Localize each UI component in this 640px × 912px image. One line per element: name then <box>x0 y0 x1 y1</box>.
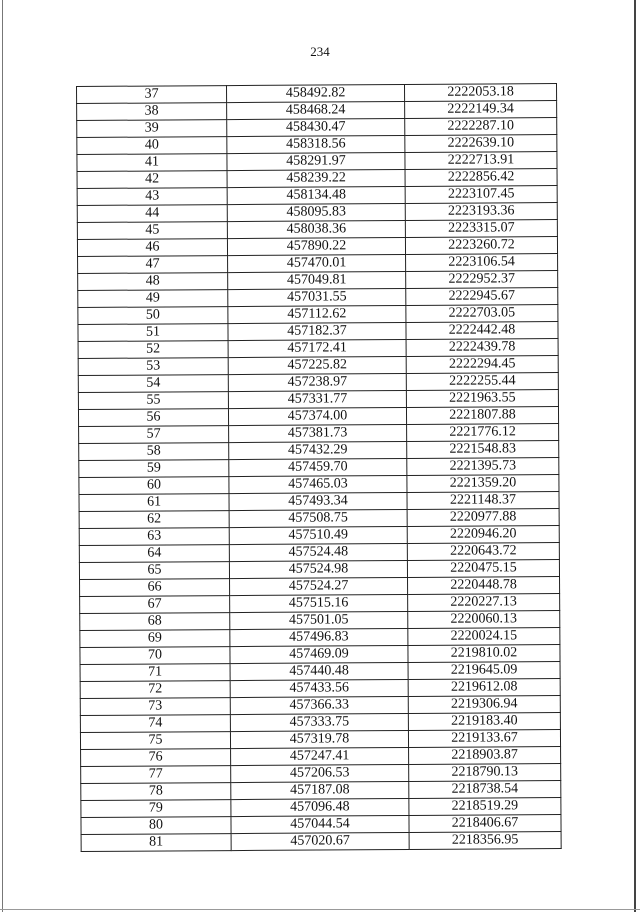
table-row <box>81 764 561 784</box>
point-number-cell: 53 <box>78 358 228 376</box>
point-number-cell: 41 <box>77 154 227 172</box>
table-row <box>80 577 560 597</box>
y-coordinate-cell: 2219645.09 <box>408 662 560 680</box>
x-coordinate-cell: 457890.22 <box>227 237 405 255</box>
y-coordinate-cell: 2223193.36 <box>405 203 557 221</box>
x-coordinate-cell: 457182.37 <box>228 322 406 340</box>
y-coordinate-cell: 2220977.88 <box>407 509 559 527</box>
y-coordinate-cell: 2222952.37 <box>406 271 558 289</box>
y-coordinate-cell: 2222703.05 <box>406 305 558 323</box>
x-coordinate-cell: 457510.49 <box>229 526 407 544</box>
y-coordinate-cell: 2219306.94 <box>408 696 560 714</box>
point-number-cell: 39 <box>77 120 227 138</box>
x-coordinate-cell: 457496.83 <box>230 628 408 646</box>
x-coordinate-cell: 458134.48 <box>227 186 405 204</box>
x-coordinate-cell: 457515.16 <box>230 594 408 612</box>
x-coordinate-cell: 458492.82 <box>227 84 405 102</box>
y-coordinate-cell: 2221148.37 <box>407 492 559 510</box>
point-number-cell: 37 <box>77 86 227 104</box>
point-number-cell: 67 <box>80 596 230 614</box>
table-row <box>79 492 559 512</box>
table-row <box>79 475 559 495</box>
y-coordinate-cell: 2223106.54 <box>406 254 558 272</box>
point-number-cell: 65 <box>79 562 229 580</box>
point-number-cell: 75 <box>80 732 230 750</box>
x-coordinate-cell: 457247.41 <box>231 747 409 765</box>
point-number-cell: 81 <box>81 834 231 852</box>
x-coordinate-cell: 457172.41 <box>228 339 406 357</box>
x-coordinate-cell: 457508.75 <box>229 509 407 527</box>
y-coordinate-cell: 2223260.72 <box>405 237 557 255</box>
x-coordinate-cell: 457319.78 <box>230 730 408 748</box>
point-number-cell: 73 <box>80 698 230 716</box>
point-number-cell: 62 <box>79 511 229 529</box>
x-coordinate-cell: 457044.54 <box>231 815 409 833</box>
x-coordinate-cell: 458318.56 <box>227 135 405 153</box>
x-coordinate-cell: 457381.73 <box>229 424 407 442</box>
x-coordinate-cell: 458430.47 <box>227 118 405 136</box>
x-coordinate-cell: 458468.24 <box>227 101 405 119</box>
table-row <box>80 662 560 682</box>
y-coordinate-cell: 2221548.83 <box>407 441 559 459</box>
point-number-cell: 38 <box>77 103 227 121</box>
point-number-cell: 47 <box>78 256 228 274</box>
table-row <box>79 458 559 478</box>
y-coordinate-cell: 2220060.13 <box>408 611 560 629</box>
x-coordinate-cell: 457440.48 <box>230 662 408 680</box>
point-number-cell: 42 <box>77 171 227 189</box>
x-coordinate-cell: 457096.48 <box>231 798 409 816</box>
x-coordinate-cell: 457020.67 <box>231 832 409 850</box>
x-coordinate-cell: 457206.53 <box>231 764 409 782</box>
table-row <box>81 815 561 835</box>
x-coordinate-cell: 457501.05 <box>230 611 408 629</box>
y-coordinate-cell: 2221359.20 <box>407 475 559 493</box>
table-row <box>80 696 560 716</box>
scan-left-edge <box>2 0 3 912</box>
x-coordinate-cell: 457469.09 <box>230 645 408 663</box>
y-coordinate-cell: 2219183.40 <box>408 713 560 731</box>
x-coordinate-cell: 458291.97 <box>227 152 405 170</box>
x-coordinate-cell: 457524.98 <box>229 560 407 578</box>
y-coordinate-cell: 2222439.78 <box>406 339 558 357</box>
coordinates-table-container <box>76 86 556 852</box>
point-number-cell: 61 <box>79 494 229 512</box>
point-number-cell: 43 <box>77 188 227 206</box>
coordinates-table-body <box>77 84 562 852</box>
y-coordinate-cell: 2223315.07 <box>405 220 557 238</box>
table-row <box>80 645 560 665</box>
x-coordinate-cell: 457225.82 <box>228 356 406 374</box>
table-row <box>79 526 559 546</box>
y-coordinate-cell: 2218790.13 <box>409 764 561 782</box>
y-coordinate-cell: 2222053.18 <box>404 84 556 102</box>
x-coordinate-cell: 457524.48 <box>229 543 407 561</box>
table-row <box>79 509 559 529</box>
point-number-cell: 70 <box>80 647 230 665</box>
y-coordinate-cell: 2222287.10 <box>405 118 557 136</box>
x-coordinate-cell: 458095.83 <box>227 203 405 221</box>
point-number-cell: 50 <box>78 307 228 325</box>
y-coordinate-cell: 2222255.44 <box>406 373 558 391</box>
y-coordinate-cell: 2222639.10 <box>405 135 557 153</box>
point-number-cell: 60 <box>79 477 229 495</box>
point-number-cell: 64 <box>79 545 229 563</box>
point-number-cell: 46 <box>77 239 227 257</box>
point-number-cell: 76 <box>81 749 231 767</box>
point-number-cell: 63 <box>79 528 229 546</box>
point-number-cell: 57 <box>79 426 229 444</box>
point-number-cell: 45 <box>77 222 227 240</box>
point-number-cell: 40 <box>77 137 227 155</box>
x-coordinate-cell: 457432.29 <box>229 441 407 459</box>
x-coordinate-cell: 457524.27 <box>230 577 408 595</box>
table-row <box>81 798 561 818</box>
point-number-cell: 77 <box>81 766 231 784</box>
point-number-cell: 52 <box>78 341 228 359</box>
y-coordinate-cell: 2222149.34 <box>405 101 557 119</box>
table-row <box>80 730 560 750</box>
x-coordinate-cell: 458038.36 <box>227 220 405 238</box>
x-coordinate-cell: 457112.62 <box>228 305 406 323</box>
y-coordinate-cell: 2218903.87 <box>409 747 561 765</box>
y-coordinate-cell: 2219810.02 <box>408 645 560 663</box>
y-coordinate-cell: 2219612.08 <box>408 679 560 697</box>
x-coordinate-cell: 457374.00 <box>228 407 406 425</box>
point-number-cell: 44 <box>77 205 227 223</box>
table-row <box>80 611 560 631</box>
table-row <box>81 832 561 852</box>
point-number-cell: 74 <box>80 715 230 733</box>
point-number-cell: 78 <box>81 783 231 801</box>
point-number-cell: 51 <box>78 324 228 342</box>
point-number-cell: 72 <box>80 681 230 699</box>
y-coordinate-cell: 2220024.15 <box>408 628 560 646</box>
x-coordinate-cell: 457333.75 <box>230 713 408 731</box>
table-row <box>80 679 560 699</box>
table-row <box>79 560 559 580</box>
table-row <box>81 747 561 767</box>
x-coordinate-cell: 457470.01 <box>228 254 406 272</box>
x-coordinate-cell: 457187.08 <box>231 781 409 799</box>
table-row <box>80 594 560 614</box>
y-coordinate-cell: 2221807.88 <box>406 407 558 425</box>
y-coordinate-cell: 2222945.67 <box>406 288 558 306</box>
table-row <box>80 713 560 733</box>
point-number-cell: 59 <box>79 460 229 478</box>
point-number-cell: 54 <box>78 375 228 393</box>
x-coordinate-cell: 457459.70 <box>229 458 407 476</box>
y-coordinate-cell: 2220475.15 <box>407 560 559 578</box>
point-number-cell: 68 <box>80 613 230 631</box>
point-number-cell: 48 <box>78 273 228 291</box>
coordinates-table <box>76 83 562 852</box>
y-coordinate-cell: 2222442.48 <box>406 322 558 340</box>
y-coordinate-cell: 2218406.67 <box>409 815 561 833</box>
y-coordinate-cell: 2222713.91 <box>405 152 557 170</box>
x-coordinate-cell: 457331.77 <box>228 390 406 408</box>
y-coordinate-cell: 2221395.73 <box>407 458 559 476</box>
table-row <box>80 628 560 648</box>
x-coordinate-cell: 458239.22 <box>227 169 405 187</box>
point-number-cell: 58 <box>79 443 229 461</box>
y-coordinate-cell: 2222856.42 <box>405 169 557 187</box>
y-coordinate-cell: 2223107.45 <box>405 186 557 204</box>
y-coordinate-cell: 2221776.12 <box>407 424 559 442</box>
y-coordinate-cell: 2220227.13 <box>408 594 560 612</box>
x-coordinate-cell: 457049.81 <box>228 271 406 289</box>
point-number-cell: 49 <box>78 290 228 308</box>
page-number: 234 <box>310 44 330 59</box>
x-coordinate-cell: 457238.97 <box>228 373 406 391</box>
point-number-cell: 66 <box>80 579 230 597</box>
x-coordinate-cell: 457031.55 <box>228 288 406 306</box>
y-coordinate-cell: 2218356.95 <box>409 832 561 850</box>
point-number-cell: 79 <box>81 800 231 818</box>
y-coordinate-cell: 2218519.29 <box>409 798 561 816</box>
point-number-cell: 71 <box>80 664 230 682</box>
x-coordinate-cell: 457433.56 <box>230 679 408 697</box>
x-coordinate-cell: 457366.33 <box>230 696 408 714</box>
point-number-cell: 80 <box>81 817 231 835</box>
y-coordinate-cell: 2220643.72 <box>407 543 559 561</box>
y-coordinate-cell: 2222294.45 <box>406 356 558 374</box>
y-coordinate-cell: 2219133.67 <box>408 730 560 748</box>
point-number-cell: 56 <box>78 409 228 427</box>
table-row <box>81 781 561 801</box>
point-number-cell: 55 <box>78 392 228 410</box>
point-number-cell: 69 <box>80 630 230 648</box>
x-coordinate-cell: 457493.34 <box>229 492 407 510</box>
x-coordinate-cell: 457465.03 <box>229 475 407 493</box>
scan-bottom-edge <box>0 909 640 910</box>
y-coordinate-cell: 2220946.20 <box>407 526 559 544</box>
scan-right-edge <box>634 0 636 912</box>
y-coordinate-cell: 2220448.78 <box>408 577 560 595</box>
y-coordinate-cell: 2221963.55 <box>406 390 558 408</box>
table-row <box>79 543 559 563</box>
y-coordinate-cell: 2218738.54 <box>409 781 561 799</box>
